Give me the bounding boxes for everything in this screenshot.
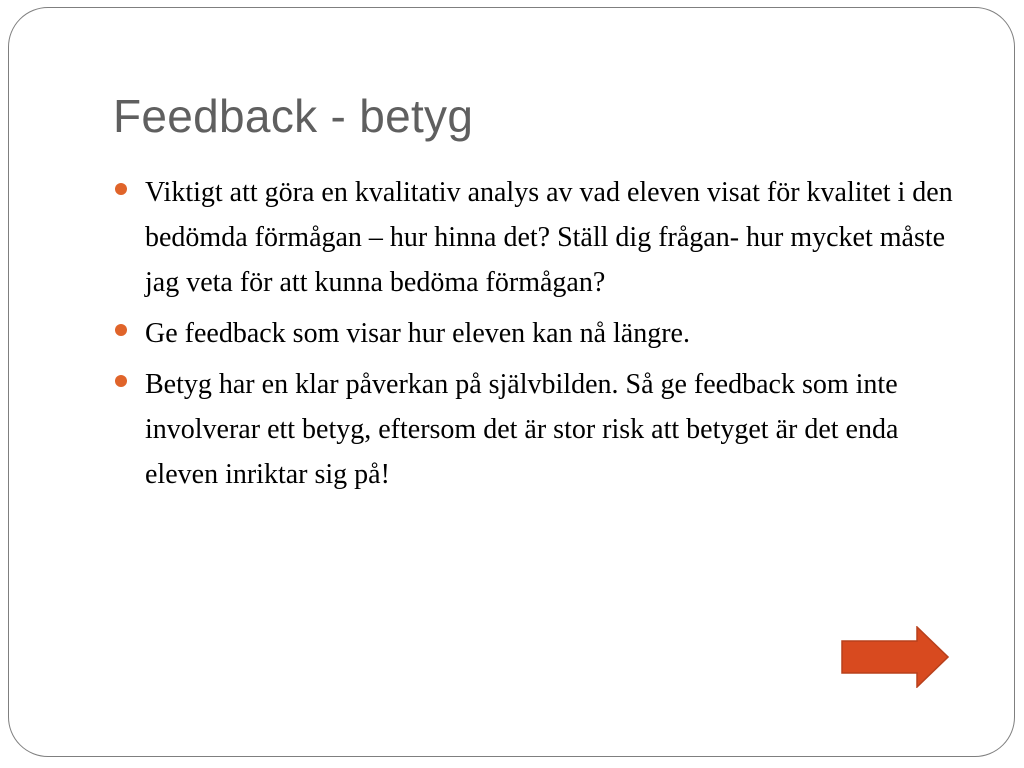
bullet-item bbox=[114, 311, 974, 356]
next-slide-button[interactable] bbox=[841, 626, 949, 688]
bullet-item bbox=[114, 362, 974, 497]
bullet-dot-icon bbox=[115, 324, 127, 336]
bullet-text: Betyg har en klar påverkan på självbilden. Så ge feedback som inte involverar ett betyg, eftersom det är stor risk att betyget är det enda eleven inriktar sig på! bbox=[145, 369, 899, 490]
bullet-text: Viktigt att göra en kvalitativ analys av vad eleven visat för kvalitet i den bedömda förmågan – hur hinna det? Ställ dig frågan- hur mycket måste jag veta för att kunna bedöma förmågan? bbox=[145, 177, 953, 298]
bullet-item bbox=[114, 170, 974, 305]
bullet-dot-icon bbox=[115, 183, 127, 195]
right-arrow-icon bbox=[841, 626, 949, 688]
bullet-dot-icon bbox=[115, 375, 127, 387]
bullet-list bbox=[114, 170, 974, 503]
slide-title: Feedback - betyg bbox=[113, 90, 474, 142]
bullet-text: Ge feedback som visar hur eleven kan nå längre. bbox=[145, 318, 690, 349]
